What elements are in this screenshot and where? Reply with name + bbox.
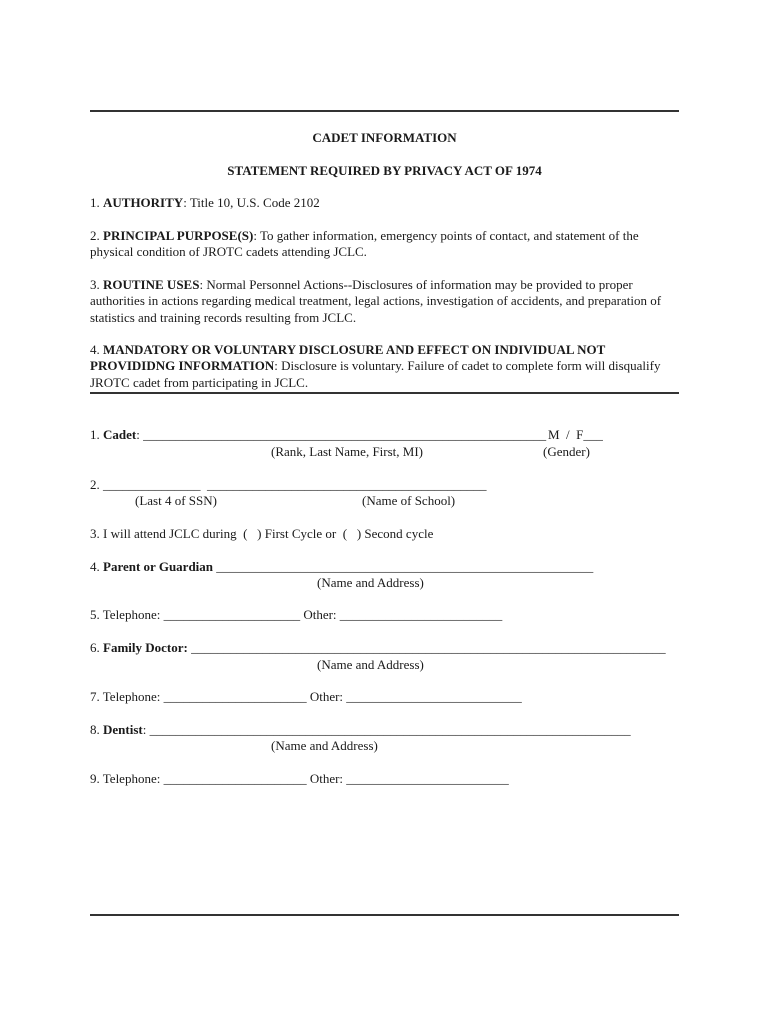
doctor-telephone-field[interactable]: 7. Telephone: ______________________ Other: ___________________________ [90, 689, 522, 704]
bottom-rule [90, 914, 679, 916]
purpose-statement: 2. PRINCIPAL PURPOSE(S): To gather information, emergency points of contact, and statement of the physical condition of JROTC cadets attending JCLC. [90, 228, 639, 260]
authority-statement: 1. AUTHORITY: Title 10, U.S. Code 2102 [90, 195, 320, 210]
cadet-gender-caption: (Gender) [543, 444, 590, 459]
section-rule [90, 392, 679, 394]
guardian-caption: (Name and Address) [317, 575, 424, 590]
routine-uses-statement: 3. ROUTINE USES: Normal Personnel Actions--Disclosures of information may be provided to proper authorities in actions regarding medical treatment, legal actions, investigation of accidents, and preparation of statistics and training records resulting from JCLC. [90, 277, 662, 325]
form-title: CADET INFORMATION [312, 130, 457, 145]
form-subtitle: STATEMENT REQUIRED BY PRIVACY ACT OF 1974 [227, 163, 542, 178]
cadet-name-caption: (Rank, Last Name, First, MI) [271, 444, 424, 459]
ssn-school-field[interactable]: 2. _______________ ___________________________________________ [90, 477, 487, 492]
doctor-caption: (Name and Address) [317, 657, 424, 672]
cadet-name-field[interactable]: 1. Cadet: ______________________________________________________________ [90, 427, 547, 442]
dentist-field[interactable]: 8. Dentist: __________________________________________________________________________ [90, 722, 631, 737]
school-caption: (Name of School) [362, 493, 456, 508]
cadet-gender-field[interactable]: M / F___ [548, 427, 603, 442]
top-rule [90, 110, 679, 112]
guardian-telephone-field[interactable]: 5. Telephone: _____________________ Other: _________________________ [90, 607, 503, 622]
family-doctor-field[interactable]: 6. Family Doctor: _________________________________________________________________________ [90, 640, 666, 655]
cycle-selection[interactable]: 3. I will attend JCLC during ( ) First Cycle or ( ) Second cycle [90, 526, 434, 541]
dentist-caption: (Name and Address) [271, 738, 378, 753]
disclosure-statement: 4. MANDATORY OR VOLUNTARY DISCLOSURE AND EFFECT ON INDIVIDUAL NOT PROVIDIDNG INFORMATION: Disclosure is voluntary. Failure of cadet to complete form will disqualify JROTC cadet from participating in JCLC. [90, 342, 661, 390]
dentist-telephone-field[interactable]: 9. Telephone: ______________________ Other: _________________________ [90, 771, 509, 786]
ssn-caption: (Last 4 of SSN) [135, 493, 217, 508]
guardian-field[interactable]: 4. Parent or Guardian __________________________________________________________ [90, 559, 594, 574]
